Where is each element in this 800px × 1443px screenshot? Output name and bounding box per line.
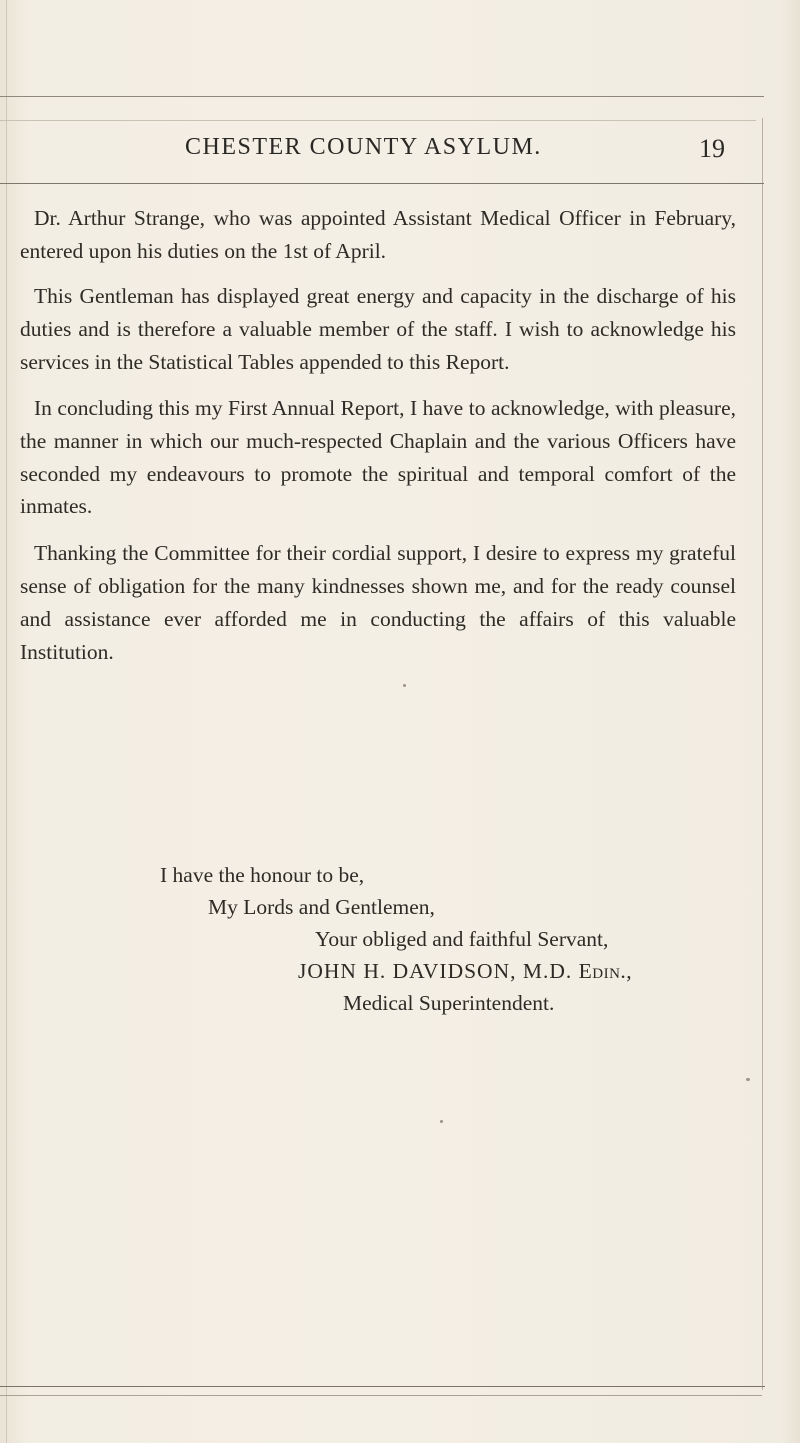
page-edge-left [6,0,7,1443]
paragraph: Dr. Arthur Strange, who was appointed Assistant Medical Officer in February, entered upon his duties on the 1st of April. [20,206,736,263]
body-text [20,202,736,681]
paragraph: Thanking the Committee for their cordial support, I desire to express my grateful sense of obligation for the many kindnesses shown me, and for the ready counsel and assistance ever afforded me in conducting the affairs of this valuable Institution. [20,541,736,664]
signature-suffix: Edin., [578,959,633,983]
closing-line-servant: Your obliged and faithful Servant, [315,927,609,951]
bottom-rule [0,1386,765,1387]
paragraph: In concluding this my First Annual Report, I have to acknowledge, with pleasure, the manner in which our much-respected Chaplain and the various Officers have seconded my endeavours to promote the spiritual and temporal comfort of the inmates. [20,395,736,519]
top-inner-rule [0,120,756,121]
bottom-inner-rule [0,1395,762,1396]
page-number: 19 [699,134,725,163]
paper-speck [440,1120,443,1123]
page-edge-right [762,118,763,1390]
running-title: CHESTER COUNTY ASYLUM. [185,134,542,160]
running-header [0,134,760,174]
paper-speck [746,1078,750,1081]
signature-title: Medical Superintendent. [343,991,555,1015]
top-rule [0,96,764,97]
closing-line-salutation: My Lords and Gentlemen, [208,895,435,919]
header-rule [0,183,764,184]
closing-line-honour: I have the honour to be, [160,863,365,887]
signature [298,956,632,988]
paper-speck [403,684,406,687]
paragraph: This Gentleman has displayed great energy and capacity in the discharge of his duties and is therefore a valuable member of the staff. I wish to acknowledge his services in the Statistical Tables appended to this Report. [20,284,736,374]
signature-name: JOHN H. DAVIDSON, M.D. [298,959,579,983]
